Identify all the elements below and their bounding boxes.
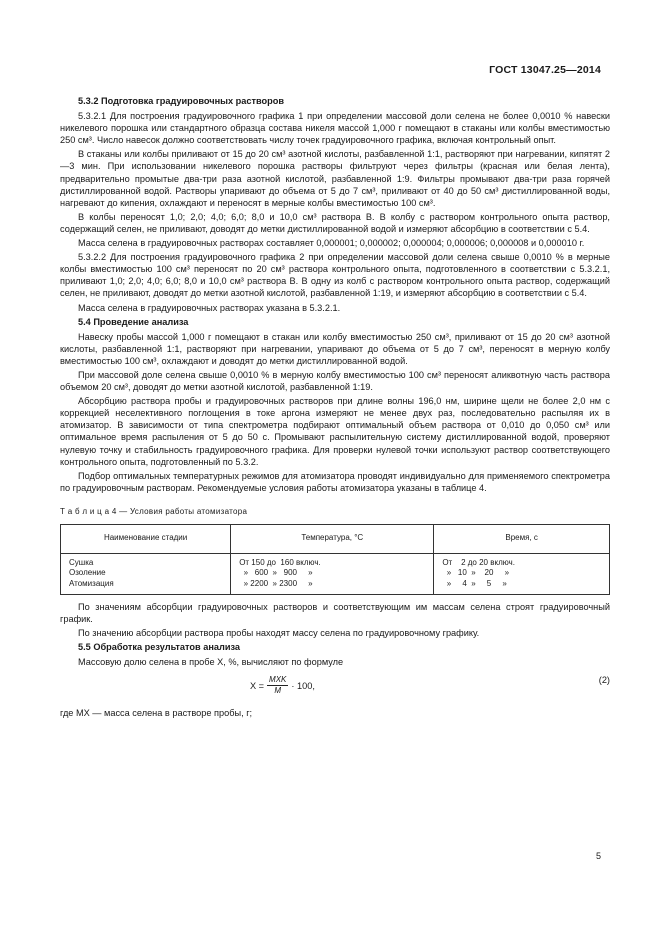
stage-name: Атомизация [69, 578, 114, 588]
paragraph: Абсорбцию раствора пробы и градуировочных растворов при длине волны 196,0 нм, ширине щели не более 2,0 нм с коррекцией неселективного поглощения в токе аргона измеряют не менее двух раз, последовательно распыляя их в атомизатор. В зависимости от типа спектрометра подбирают оптимальный объем раствора от 0,010 до 0,050 см³ или оптимальное время распыления от 5 до 50 с. Промывают распылительную систему дистиллированной водой, проверяют нулевую точку и стабильность градуировочного графика. Для проверки нулевой точки используют раствор соответствующего контрольного опыта, подготовленный по 5.3.2. [60, 396, 610, 467]
paragraph-where: где MX — масса селена в растворе пробы, г; [60, 708, 253, 719]
column-header-stage: Наименование стадии [61, 525, 231, 554]
formula-lhs: X = [250, 680, 265, 691]
table-caption: Т а б л и ц а 4 — Условия работы атомизатора [60, 506, 248, 516]
formula-denominator: M [274, 686, 282, 696]
section-heading-5-4: 5.4 Проведение анализа [78, 316, 189, 327]
paragraph: По значениям абсорбции градуировочных растворов и соответствующим им массам селена строят градуировочный график. [60, 602, 610, 625]
paragraph: По значению абсорбции раствора пробы находят массу селена по градуировочному графику. [78, 628, 480, 639]
time-value: » 4 » 5 » [442, 578, 507, 588]
formula-2 [60, 671, 610, 703]
paragraph: Масса селена в градуировочных растворах составляет 0,000001; 0,000002; 0,000004; 0,000006; 0,000008 и 0,000010 г. [78, 238, 585, 249]
temperature-cell [231, 553, 434, 595]
document-body [60, 93, 610, 722]
formula-number: (2) [598, 675, 610, 686]
formula-numerator: MXK [269, 675, 287, 685]
paragraph: Масса селена в градуировочных растворах указана в 5.3.2.1. [78, 302, 341, 313]
formula-expression [250, 675, 315, 696]
formula-fraction [267, 675, 288, 696]
stage-name: Сушка [69, 557, 94, 567]
paragraph: При массовой доле селена свыше 0,0010 % в мерную колбу вместимостью 100 см³ переносят аликвотную часть раствора объемом 20 см³, доводят до метки азотной кислотой, разбавленной 1:19. [60, 369, 610, 393]
time-value: От 2 до 20 включ. [442, 557, 515, 567]
paragraph: Подбор оптимальных температурных режимов для атомизатора проводят индивидуально для применяемого спектрометра по градуировочным растворам. Рекомендуемые условия работы атомизатора указаны в таблице 4. [60, 470, 610, 493]
formula-rhs: · 100, [291, 680, 315, 691]
column-header-time: Время, с [434, 525, 610, 554]
paragraph: Массовую долю селена в пробе X, %, вычисляют по формуле [78, 657, 344, 668]
column-header-temperature: Температура, °С [231, 525, 434, 554]
paragraph: В колбы переносят 1,0; 2,0; 4,0; 6,0; 8,0 и 10,0 см³ раствора В. В колбу с раствором контрольного опыта раствор, содержащий селен, не приливают, доводят до метки дистиллированной водой и измеряют абсорбцию в соответствии с 5.4. [60, 211, 610, 234]
standard-header: ГОСТ 13047.25—2014 [489, 64, 601, 76]
time-value: » 10 » 20 » [442, 568, 510, 577]
stage-name: Озоление [69, 568, 106, 577]
table-header-row [61, 525, 610, 554]
temperature-value: » 600 » 900 » [239, 568, 313, 577]
paragraph: Навеску пробы массой 1,000 г помещают в стакан или колбу вместимостью 250 см³, приливают от 15 до 20 см³ азотной кислоты, разбавленной 1:1, растворяют при нагревании, упаривают до объема от 5 до 7 см³, переносят в мерную колбу вместимостью 100 см³, охлаждают и доводят до метки дистиллированной водой. [60, 331, 610, 366]
paragraph: В стаканы или колбы приливают от 15 до 20 см³ азотной кислоты, разбавленной 1:1, растворяют при нагревании, кипятят 2—3 мин. При использовании никелевого порошка растворы фильтруют через фильтры (красная или белая лента), предварительно промытые два-три раза азотной кислотой, разбавленной 1:9. Фильтры промывают два-три раза горячей дистиллированной водой. Растворы упаривают до объема от 5 до 7 см³, приливают от 40 до 50 см³ дистиллированной воды, нагревают до кипения, охлаждают и переносят в мерные колбы вместимостью 100 см³. [60, 149, 610, 208]
section-heading-5-5: 5.5 Обработка результатов анализа [78, 642, 241, 653]
atomizer-conditions-table [60, 524, 610, 595]
temperature-value: » 2200 » 2300 » [239, 578, 313, 588]
section-heading-5-3-2: 5.3.2 Подготовка градуировочных растворов [78, 96, 285, 106]
time-cell [434, 553, 610, 595]
table-row [61, 553, 610, 595]
paragraph: 5.3.2.2 Для построения градуировочного графика 2 при определении массовой доли селена свыше 0,0010 % в мерные колбы вместимостью 100 см³ переносят по 20 см³ раствора контрольного опыта, подготовленного в соответствии с 5.3.2.1, приливают 1,0; 2,0; 4,0; 6,0; 8,0 и 10,0 см³ раствора В. В одну из колб с раствором контрольного опыта раствор, содержащий селен, не приливают, доводят до метки азотной кислотой, разбавленной 1:19, и измеряют абсорбцию в соответствии с 5.4. [60, 252, 610, 299]
stage-cell [61, 553, 231, 595]
temperature-value: От 150 до 160 включ. [239, 557, 321, 567]
paragraph: 5.3.2.1 Для построения градуировочного графика 1 при определении массовой доли селена не более 0,0010 % навески никелевого порошка или стандартного образца состава никеля массой 1,000 г помещают в стаканы или колбы вместимостью 250 см³. Число навесок должно соответствовать числу точек градуировочного графика, включая контрольный опыт. [60, 111, 610, 146]
page-number: 5 [595, 851, 601, 861]
